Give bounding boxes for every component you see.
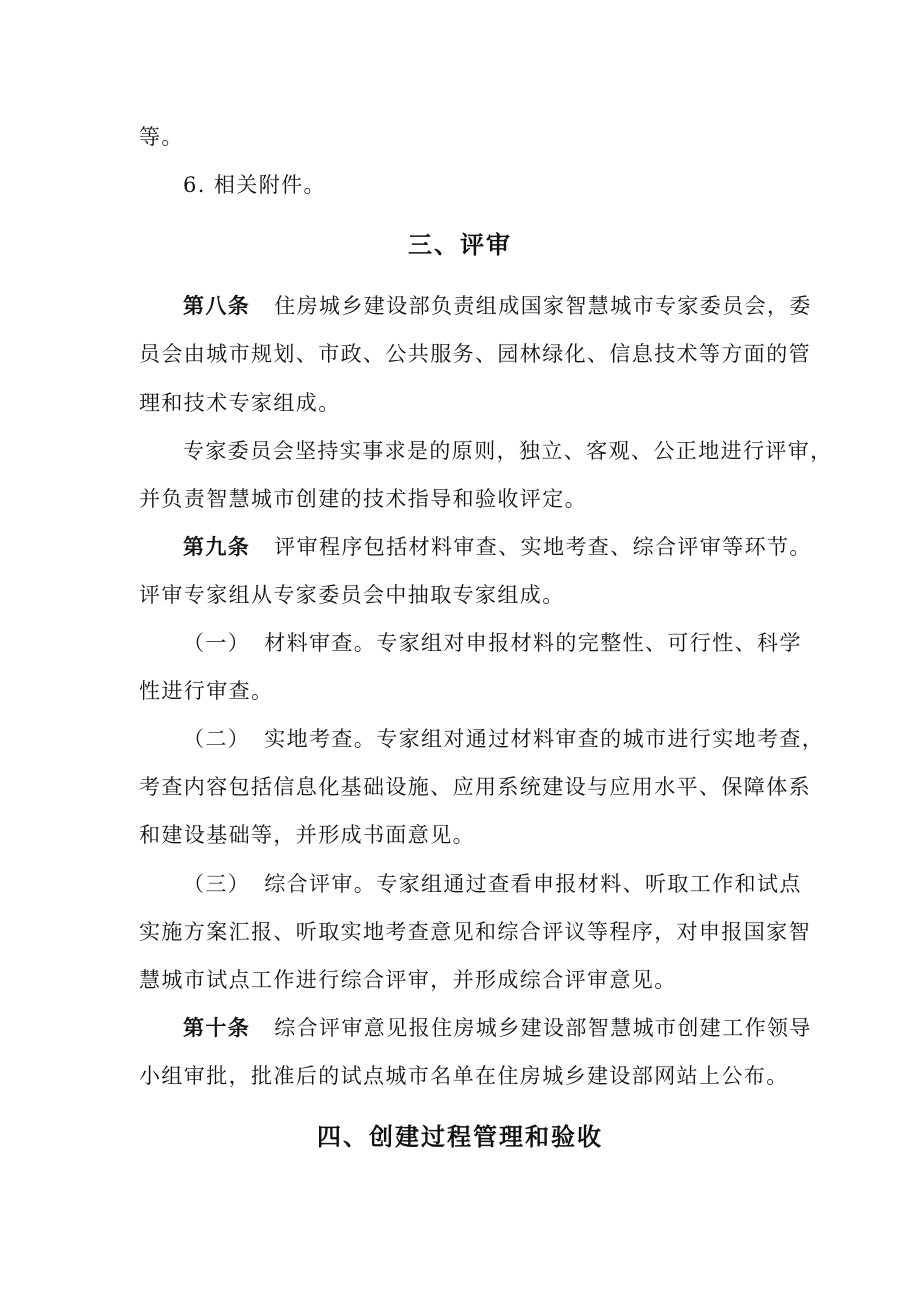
article-10-text: 综合评审意见报住房城乡建设部智慧城市创建工作领导	[274, 1016, 812, 1040]
item-1-line-1	[183, 628, 802, 658]
continuation-text: 等。	[139, 125, 184, 149]
item-3-line-1	[183, 869, 802, 899]
list-item-6: 6. 相关附件。	[183, 173, 326, 197]
article-9-line-2: 评审专家组从专家委员会中抽取专家组成。	[139, 583, 565, 607]
item-2-label: （二）	[183, 727, 251, 751]
article-8-line-1	[183, 291, 812, 321]
article-9-text: 评审程序包括材料审查、实地考查、综合评审等环节。	[274, 535, 812, 559]
item-1-text: 材料审查。专家组对申报材料的完整性、可行性、科学	[264, 631, 802, 655]
article-8-line-3: 理和技术专家组成。	[139, 391, 341, 415]
article-8-label: 第八条	[183, 293, 251, 318]
article-8-paragraph-2-line-2: 并负责智慧城市创建的技术指导和验收评定。	[139, 487, 587, 511]
article-8-paragraph-2-line-1: 专家委员会坚持实事求是的原则，独立、客观、公正地进行评审，	[183, 439, 833, 463]
article-8-text: 住房城乡建设部负责组成国家智慧城市专家委员会，委	[274, 294, 812, 318]
item-3-line-2: 实施方案汇报、听取实地考查意见和综合评议等程序，对申报国家智	[139, 920, 811, 944]
item-2-line-1	[183, 724, 824, 754]
article-9-label: 第九条	[183, 534, 251, 559]
section-heading-management-acceptance: 四、创建过程管理和验收	[317, 1122, 603, 1151]
article-10-label: 第十条	[183, 1015, 251, 1040]
article-9-line-1	[183, 532, 812, 562]
item-3-line-3: 慧城市试点工作进行综合评审，并形成综合评审意见。	[139, 968, 677, 992]
item-1-label: （一）	[183, 631, 251, 655]
item-2-text: 实地考查。专家组对通过材料审查的城市进行实地考查，	[264, 727, 825, 751]
item-2-line-3: 和建设基础等，并形成书面意见。	[139, 823, 475, 847]
article-8-line-2: 员会由城市规划、市政、公共服务、园林绿化、信息技术等方面的管	[139, 342, 811, 366]
article-10-line-1	[183, 1013, 812, 1043]
item-1-line-2: 性进行审查。	[139, 679, 274, 703]
item-3-text: 综合评审。专家组通过查看申报材料、听取工作和试点	[264, 872, 802, 896]
item-2-line-2: 考查内容包括信息化基础设施、应用系统建设与应用水平、保障体系	[139, 775, 811, 799]
section-heading-review: 三、评审	[408, 230, 512, 259]
article-10-line-2: 小组审批，批准后的试点城市名单在住房城乡建设部网站上公布。	[139, 1064, 789, 1088]
item-3-label: （三）	[183, 872, 251, 896]
